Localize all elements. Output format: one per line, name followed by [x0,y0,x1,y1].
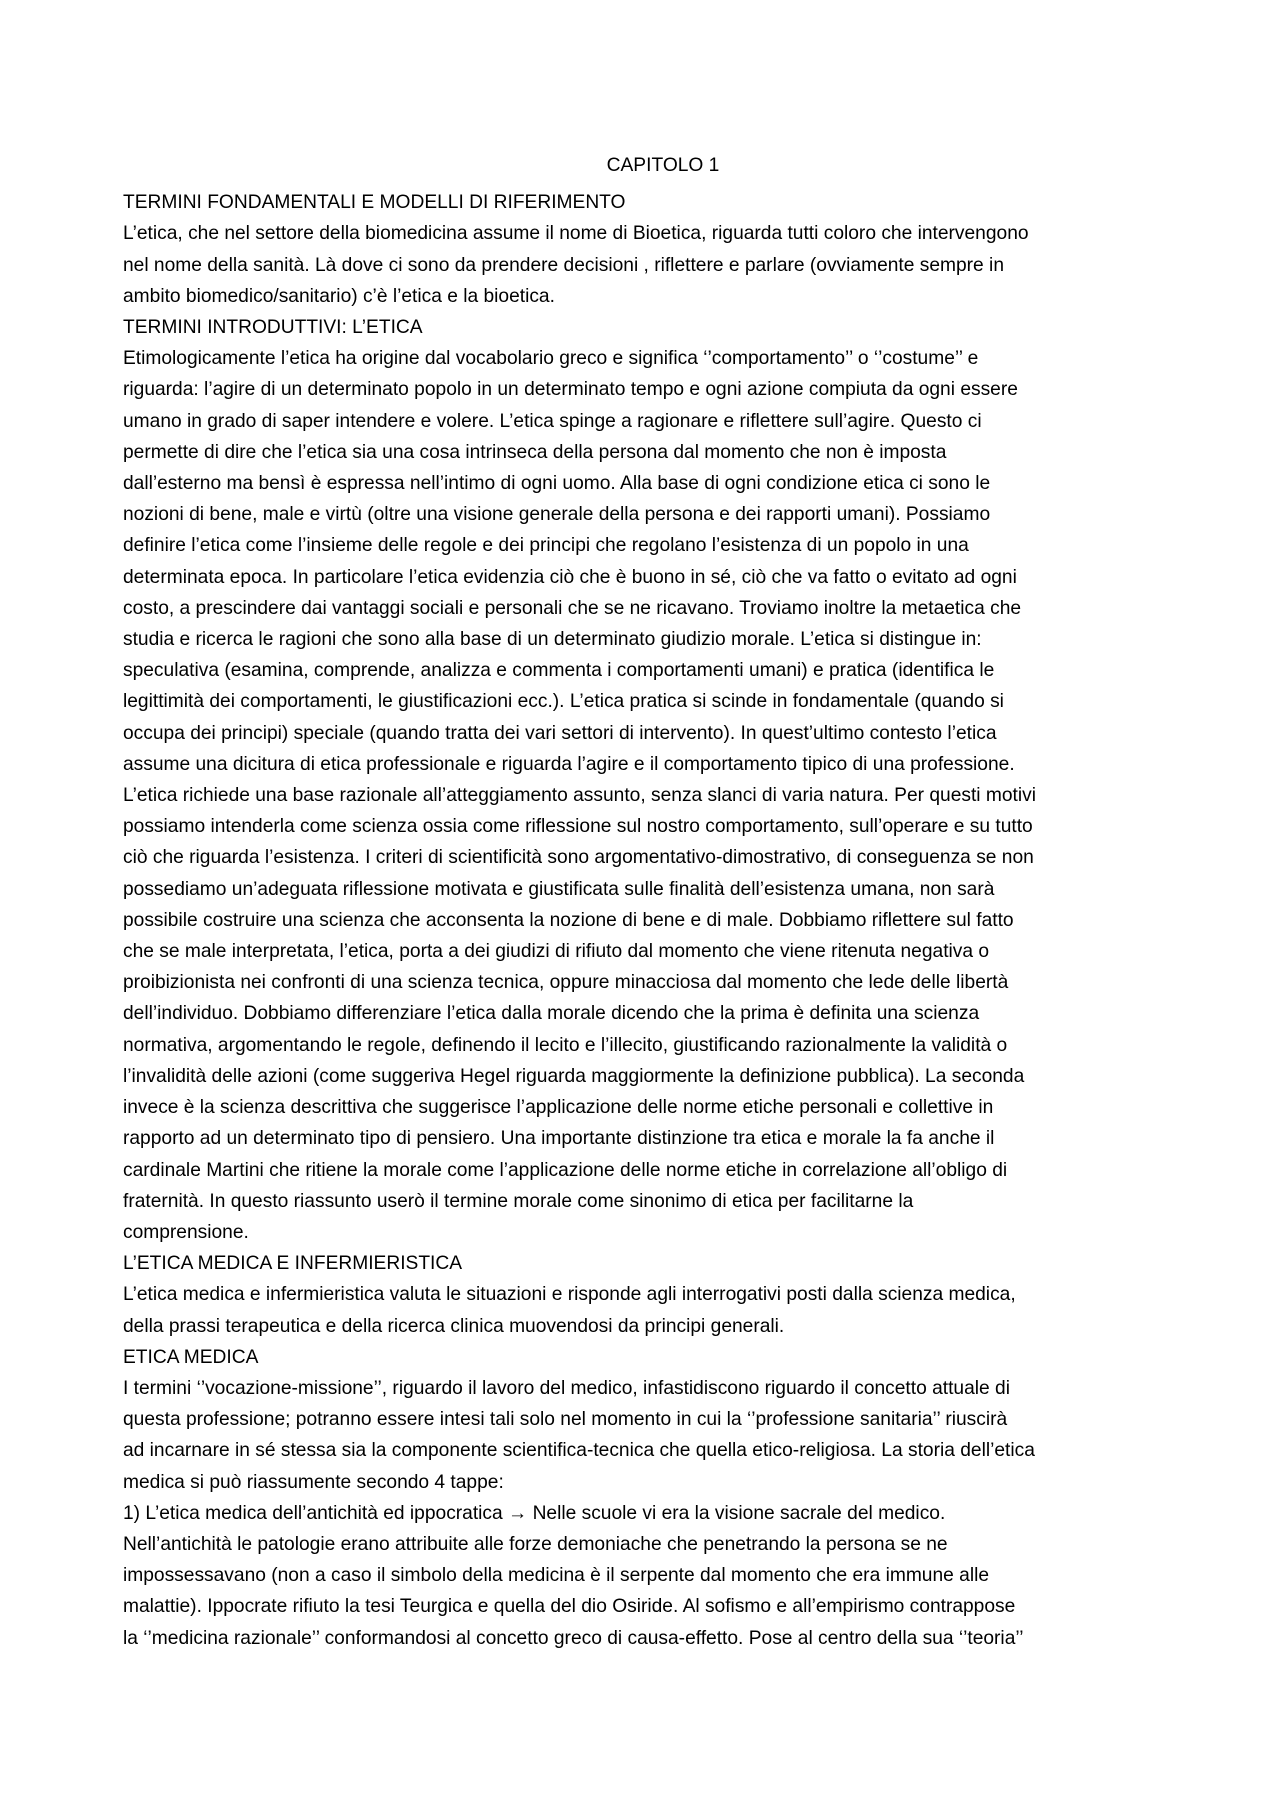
text-line: possiamo intenderla come scienza ossia come riflessione sul nostro comportamento, sull’operare e su tutto [123,816,1033,838]
text-line: che se male interpretata, l’etica, porta a dei giudizi di rifiuto dal momento che viene ritenuta negativa o [123,941,990,963]
text-line: occupa dei principi) speciale (quando tratta dei vari settori di intervento). In quest’ultimo contesto l’etica [123,722,997,744]
text-line: fraternità. In questo riassunto userò il termine morale come sinonimo di etica per facilitarne la [123,1190,914,1212]
text-line: assume una dicitura di etica professionale e riguarda l’agire e il comportamento tipico di una professione. [123,753,1015,775]
text-line: I termini ‘’vocazione-missione’’, riguardo il lavoro del medico, infastidiscono riguardo il concetto attuale di [123,1377,1010,1399]
text-line: normativa, argomentando le regole, definendo il lecito e l’illecito, giustificando razionalmente la validità o [123,1034,1008,1056]
text-line: questa professione; potranno essere intesi tali solo nel momento in cui la ‘’professione sanitaria’’ riuscirà [123,1409,1008,1431]
text-line: l’invalidità delle azioni (come suggeriva Hegel riguarda maggiormente la definizione pubblica). La seconda [123,1065,1025,1087]
text-line: determinata epoca. In particolare l’etica evidenzia ciò che è buono in sé, ciò che va fatto o evitato ad ogni [123,566,1017,588]
text-line: speculativa (esamina, comprende, analizza e commenta i comportamenti umani) e pratica (identifica le [123,660,995,682]
text-line: dell’individuo. Dobbiamo differenziare l’etica dalla morale dicendo che la prima è definita una scienza [123,1003,980,1025]
text-line: comprensione. [123,1221,249,1243]
stage-1-lead: 1) L’etica medica dell’antichità ed ippocratica [123,1502,509,1524]
stage-1-rest: Nelle scuole vi era la visione sacrale del medico. [527,1502,946,1524]
text-line: nozioni di bene, male e virtù (oltre una visione generale della persona e dei rapporti umani). Possiamo [123,504,991,526]
text-line: cardinale Martini che ritiene la morale come l’applicazione delle norme etiche in correlazione all’obligo di [123,1159,1008,1181]
text-line: L’etica, che nel settore della biomedicina assume il nome di Bioetica, riguarda tutti coloro che intervengono [123,223,1029,245]
document-page [123,150,1169,1654]
stage-1-line [123,1498,1169,1529]
text-line: possibile costruire una scienza che acconsenta la nozione di bene e di male. Dobbiamo riflettere sul fatto [123,909,1014,931]
text-line: possediamo un’adeguata riflessione motivata e giustificata sulle finalità dell’esistenza umana, non sarà [123,878,995,900]
text-line: TERMINI FONDAMENTALI E MODELLI DI RIFERIMENTO [123,192,626,214]
text-line: ambito biomedico/sanitario) c’è l’etica e la bioetica. [123,285,555,307]
text-line: impossessavano (non a caso il simbolo della medicina è il serpente dal momento che era immune alle [123,1565,990,1587]
text-line: definire l’etica come l’insieme delle regole e dei principi che regolano l’esistenza di un popolo in una [123,535,969,557]
document-body [123,187,1169,1498]
text-line: ad incarnare in sé stessa sia la componente scientifica-tecnica che quella etico-religiosa. La storia dell’etica [123,1440,1035,1462]
text-line: costo, a prescindere dai vantaggi sociali e personali che se ne ricavano. Troviamo inoltre la metaetica che [123,597,1022,619]
text-line: L’etica richiede una base razionale all’atteggiamento assunto, senza slanci di varia natura. Per questi motivi [123,785,1036,807]
text-line: Nell’antichità le patologie erano attribuite alle forze demoniache che penetrando la persona se ne [123,1533,948,1555]
text-line: L’ETICA MEDICA E INFERMIERISTICA [123,1253,463,1275]
text-line: ciò che riguarda l’esistenza. I criteri di scientificità sono argomentativo-dimostrativo, di conseguenza se non [123,847,1034,869]
text-line: permette di dire che l’etica sia una cosa intrinseca della persona dal momento che non è imposta [123,441,947,463]
text-line: riguarda: l’agire di un determinato popolo in un determinato tempo e ogni azione compiuta da ogni essere [123,379,1018,401]
text-line: L’etica medica e infermieristica valuta le situazioni e risponde agli interrogativi posti dalla scienza medica, [123,1284,1016,1306]
text-line: nel nome della sanità. Là dove ci sono da prendere decisioni , riflettere e parlare (ovviamente sempre in [123,254,1004,276]
text-line: malattie). Ippocrate rifiuto la tesi Teurgica e quella del dio Osiride. Al sofismo e all’empirismo contrappose [123,1596,1016,1618]
document-body-tail [123,1529,1169,1654]
text-line: rapporto ad un determinato tipo di pensiero. Una importante distinzione tra etica e morale la fa anche il [123,1128,995,1150]
text-line: proibizionista nei confronti di una scienza tecnica, oppure minacciosa dal momento che lede delle libertà [123,972,1009,994]
text-line: legittimità dei comportamenti, le giustificazioni ecc.). L’etica pratica si scinde in fondamentale (quando si [123,691,1004,713]
text-line: ETICA MEDICA [123,1346,259,1368]
text-line: la ‘’medicina razionale’’ conformandosi al concetto greco di causa-effetto. Pose al centro della sua ‘’teoria’’ [123,1627,1024,1649]
right-arrow-icon: → [508,1502,528,1524]
text-line: medica si può riassumente secondo 4 tappe: [123,1471,504,1493]
text-line: invece è la scienza descrittiva che suggerisce l’applicazione delle norme etiche personali e collettive in [123,1097,994,1119]
chapter-title: CAPITOLO 1 [606,155,720,176]
text-line: studia e ricerca le ragioni che sono alla base di un determinato giudizio morale. L’etica si distingue in: [123,629,982,651]
text-line: della prassi terapeutica e della ricerca clinica muovendosi da principi generali. [123,1315,785,1337]
text-line: umano in grado di saper intendere e volere. L’etica spinge a ragionare e riflettere sull’agire. Questo ci [123,410,982,432]
text-line: dall’esterno ma bensì è espressa nell’intimo di ogni uomo. Alla base di ogni condizione etica ci sono le [123,473,991,495]
text-line: Etimologicamente l’etica ha origine dal vocabolario greco e significa ‘’comportamento’’ o ‘’costume’’ e [123,348,979,370]
text-line: TERMINI INTRODUTTIVI: L’ETICA [123,317,423,339]
